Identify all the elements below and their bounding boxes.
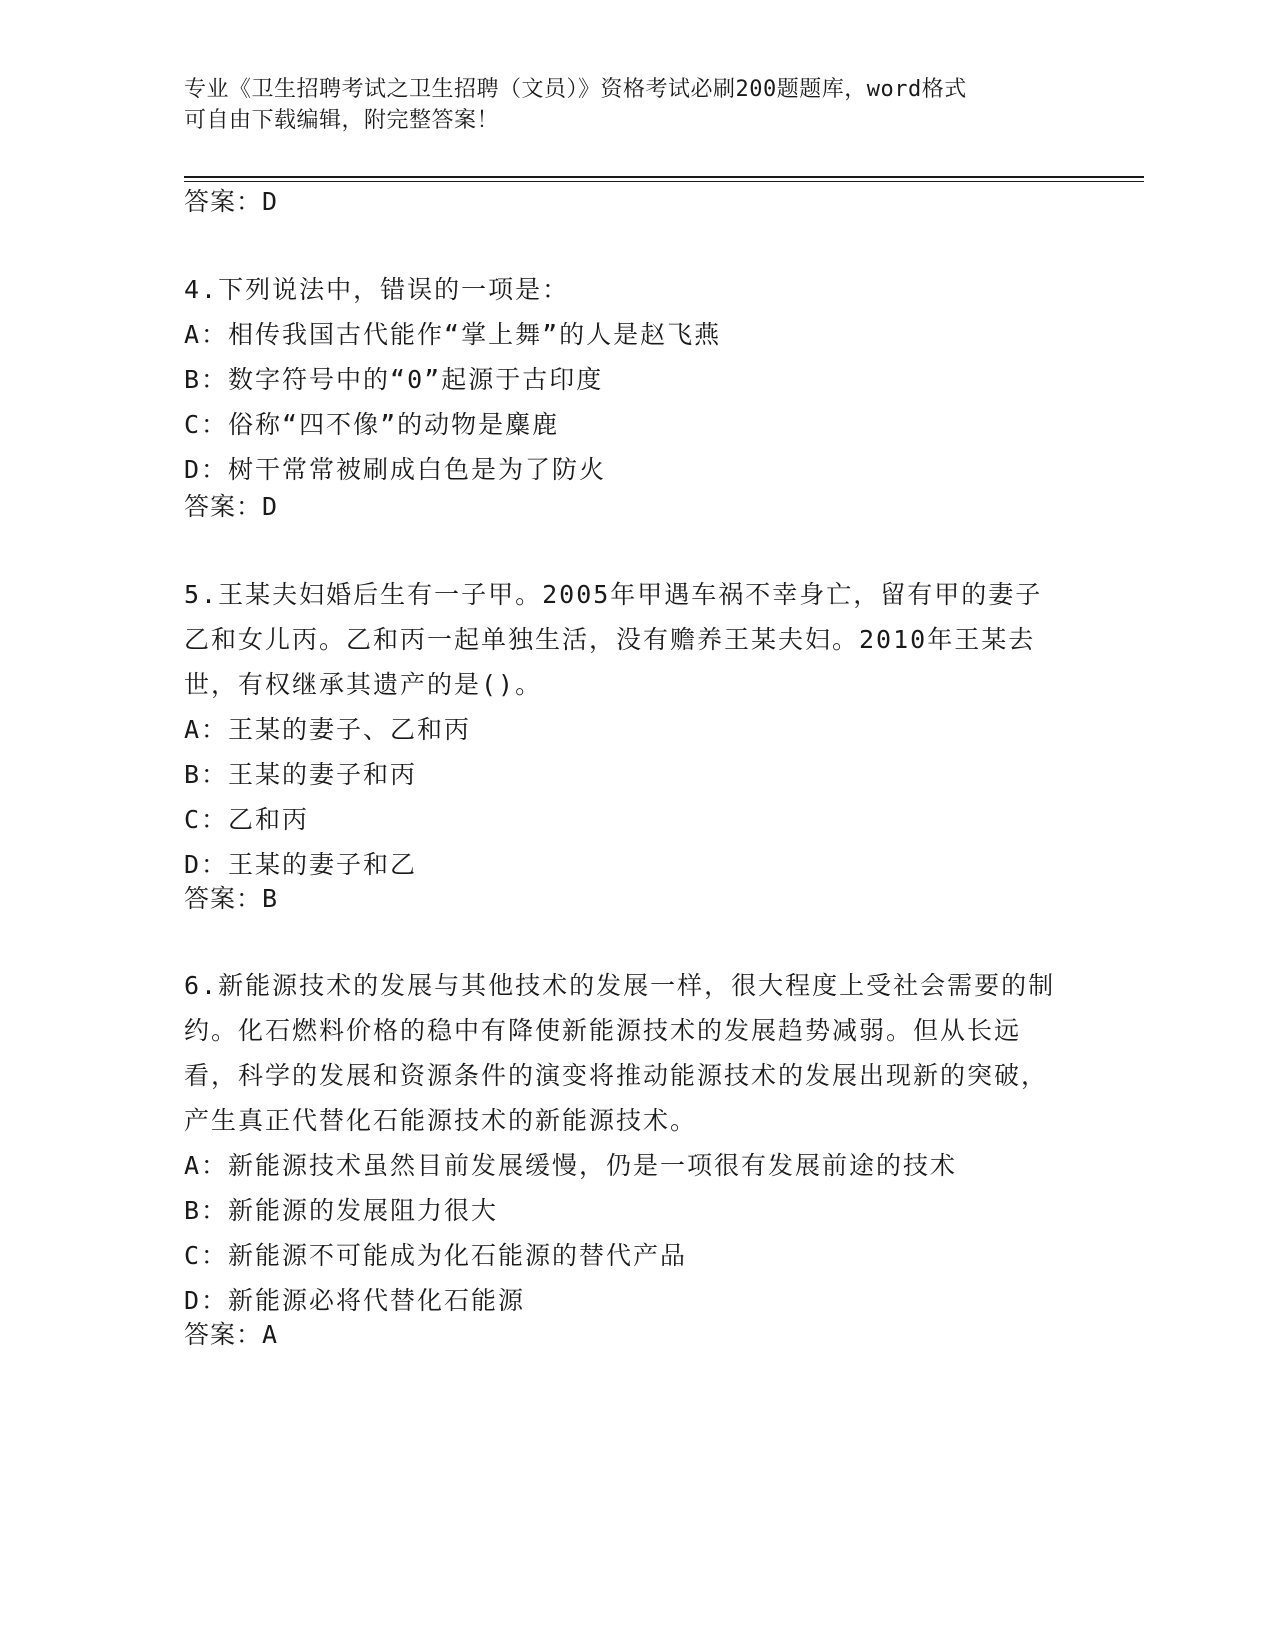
answer-value: B [262,884,279,913]
option-b: B：王某的妻子和丙 [184,760,418,789]
option-a: A：新能源技术虽然目前发展缓慢，仍是一项很有发展前途的技术 [184,1151,958,1180]
question-stem: 6.新能源技术的发展与其他技术的发展一样，很大程度上受社会需要的制约。化石燃料价格的稳中有降使新能源技术的发展趋势减弱。但从长远看，科学的发展和资源条件的演变将推动能源技术的发展出现新的突破，产生真正代替化石能源技术的新能源技术。 [184,971,1056,1135]
option-b: B：数字符号中的“0”起源于古印度 [184,365,604,394]
answer-label: 答案： [184,1320,263,1349]
option-a: A：王某的妻子、乙和丙 [184,715,472,744]
answer-label: 答案： [184,884,263,913]
header-line-1: 专业《卫生招聘考试之卫生招聘（文员）》资格考试必刷200题题库，word格式 [184,77,967,102]
option-d: D：树干常常被刷成白色是为了防火 [184,455,607,484]
answer-value: D [262,187,279,216]
option-b: B：新能源的发展阻力很大 [184,1196,499,1225]
answer-label: 答案： [184,187,263,216]
question-5 [184,572,1064,887]
answer-value: A [262,1320,279,1349]
header-divider [184,176,1144,182]
option-d: D：新能源必将代替化石能源 [184,1286,526,1315]
option-d: D：王某的妻子和乙 [184,850,418,879]
option-c: C：乙和丙 [184,805,310,834]
question-4-answer [184,487,278,527]
question-6 [184,963,1064,1323]
answer-label: 答案： [184,492,263,521]
question-4 [184,267,1064,492]
option-c: C：新能源不可能成为化石能源的替代产品 [184,1241,688,1270]
question-5-answer [184,879,278,919]
previous-answer [184,182,278,222]
option-a: A：相传我国古代能作“掌上舞”的人是赵飞燕 [184,320,722,349]
document-header [184,74,1064,136]
question-6-answer [184,1315,278,1355]
question-stem: 5.王某夫妇婚后生有一子甲。2005年甲遇车祸不幸身亡，留有甲的妻子乙和女儿丙。乙和丙一起单独生活，没有赡养王某夫妇。2010年王某去世，有权继承其遗产的是()。 [184,580,1043,699]
answer-value: D [262,492,279,521]
option-c: C：俗称“四不像”的动物是麋鹿 [184,410,560,439]
question-stem: 4.下列说法中，错误的一项是： [184,275,570,304]
header-line-2: 可自由下载编辑，附完整答案！ [184,108,500,133]
